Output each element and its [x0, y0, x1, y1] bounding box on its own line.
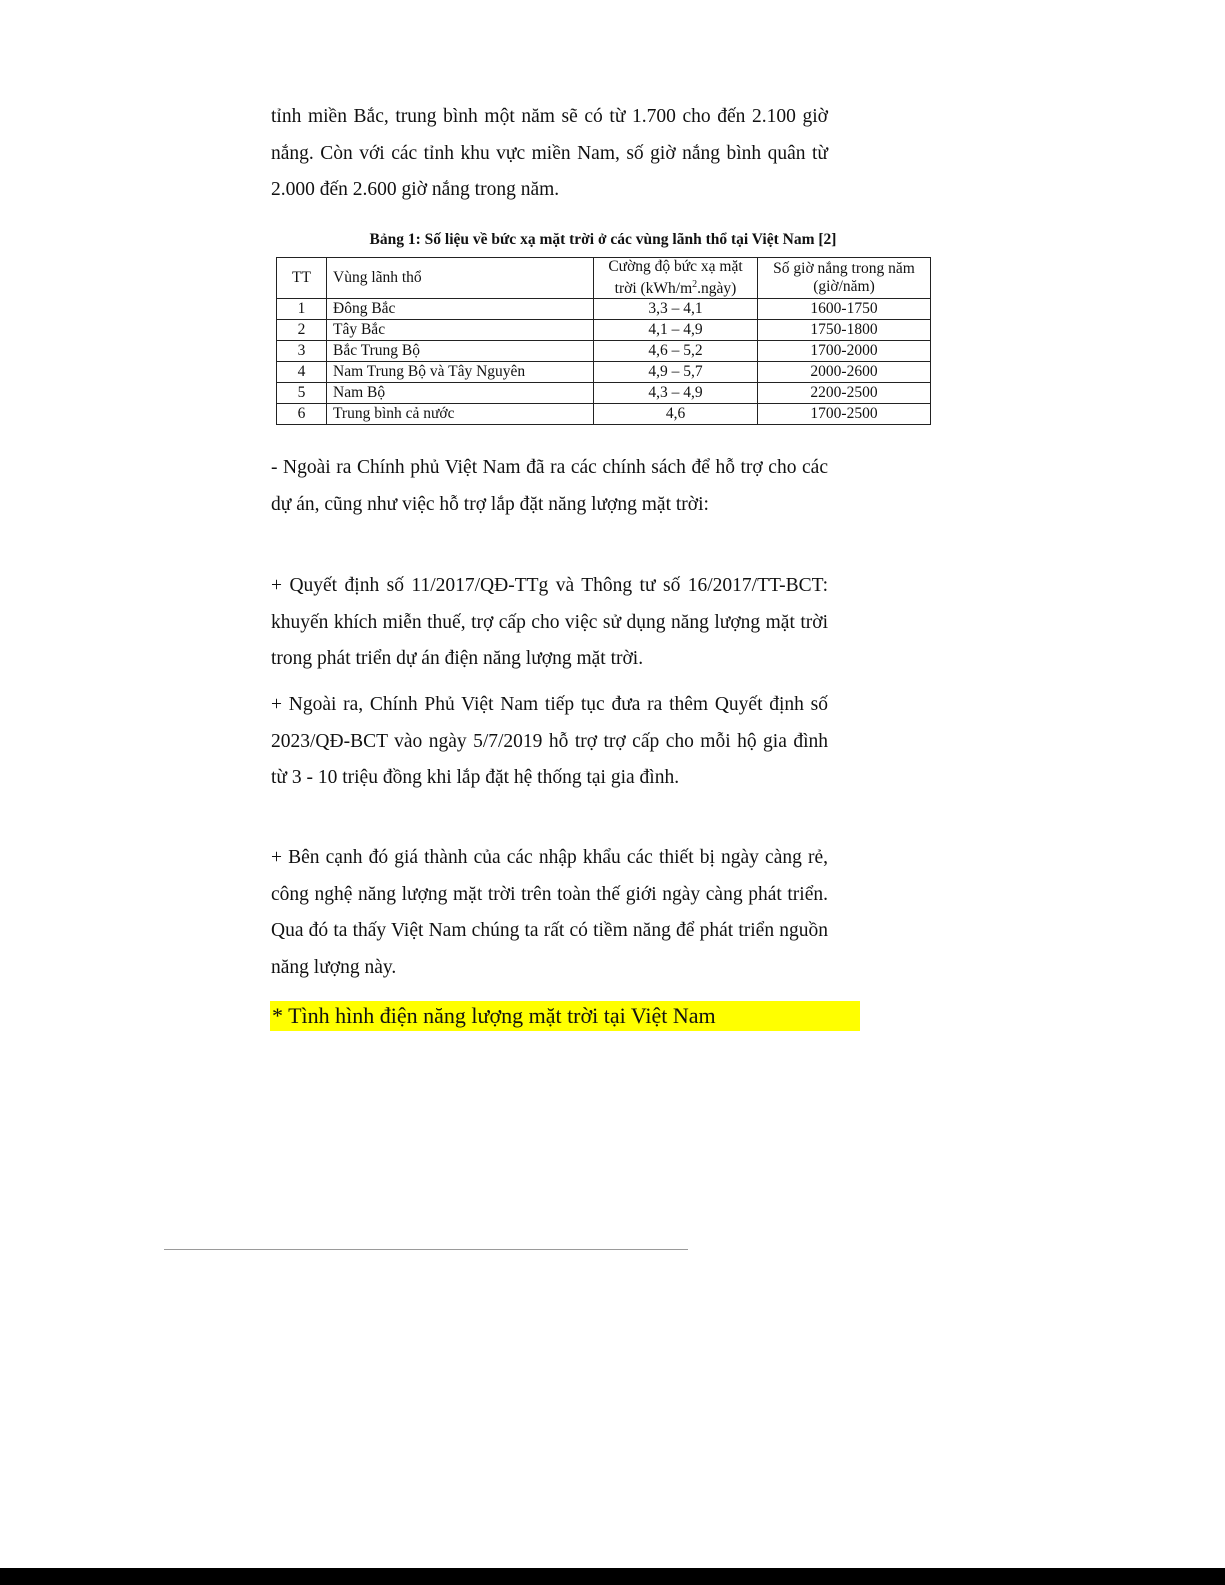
header-irradiance-sup: 2 — [692, 279, 698, 290]
cell-region: Đông Bắc — [327, 299, 594, 320]
cell-region: Nam Bộ — [327, 383, 594, 404]
cell-irradiance: 4,3 – 4,9 — [594, 383, 758, 404]
table-row — [277, 362, 931, 383]
cell-irradiance: 4,1 – 4,9 — [594, 320, 758, 341]
header-region: Vùng lãnh thổ — [327, 258, 594, 299]
table-row — [277, 320, 931, 341]
cell-tt: 4 — [277, 362, 327, 383]
section-heading-highlighted: * Tình hình điện năng lượng mặt trời tại Việt Nam — [270, 1001, 860, 1031]
header-sunshine — [758, 258, 931, 299]
footnote-divider — [164, 1249, 688, 1250]
cell-irradiance: 4,9 – 5,7 — [594, 362, 758, 383]
prices-paragraph: + Bên cạnh đó giá thành của các nhập khẩu các thiết bị ngày càng rẻ, công nghệ năng lượng mặt trời trên toàn thế giới ngày càng phát triển. Qua đó ta thấy Việt Nam chúng ta rất có tiềm năng để phát triển nguồn năng lượng này. — [271, 847, 828, 978]
cell-sunshine: 1700-2000 — [758, 341, 931, 362]
table-row — [277, 299, 931, 320]
cell-irradiance: 4,6 — [594, 404, 758, 425]
table-row — [277, 404, 931, 425]
cell-tt: 3 — [277, 341, 327, 362]
header-irradiance-line2a: trời (kWh/m — [614, 280, 693, 298]
cell-sunshine: 1600-1750 — [758, 299, 931, 320]
header-irradiance-line1: Cường độ bức xạ mặt — [608, 258, 743, 275]
header-irradiance — [594, 258, 758, 299]
header-tt: TT — [277, 258, 327, 299]
cell-region: Trung bình cả nước — [327, 404, 594, 425]
cell-tt: 5 — [277, 383, 327, 404]
decision-paragraph-1: + Quyết định số 11/2017/QĐ-TTg và Thông tư số 16/2017/TT-BCT: khuyến khích miễn thuế, trợ cấp cho việc sử dụng năng lượng mặt trời trong phát triển dự án điện năng lượng mặt trời. — [271, 575, 828, 669]
cell-region: Nam Trung Bộ và Tây Nguyên — [327, 362, 594, 383]
cell-sunshine: 2200-2500 — [758, 383, 931, 404]
table-header-row — [277, 258, 931, 299]
cell-tt: 2 — [277, 320, 327, 341]
cell-sunshine: 2000-2600 — [758, 362, 931, 383]
header-irradiance-line2b: .ngày) — [697, 280, 737, 298]
table-caption: Bảng 1: Số liệu về bức xạ mặt trời ở các vùng lãnh thổ tại Việt Nam [2] — [369, 231, 837, 248]
table-row — [277, 341, 931, 362]
cell-region: Tây Bắc — [327, 320, 594, 341]
cell-irradiance: 3,3 – 4,1 — [594, 299, 758, 320]
decision-paragraph-2: + Ngoài ra, Chính Phủ Việt Nam tiếp tục đưa ra thêm Quyết định số 2023/QĐ-BCT vào ngày 5/7/2019 hỗ trợ trợ cấp cho mỗi hộ gia đình từ 3 - 10 triệu đồng khi lắp đặt hệ thống tại gia đình. — [271, 694, 828, 788]
intro-paragraph: tỉnh miền Bắc, trung bình một năm sẽ có từ 1.700 cho đến 2.100 giờ nắng. Còn với các tỉnh khu vực miền Nam, số giờ nắng bình quân từ 2.000 đến 2.600 giờ nắng trong năm. — [271, 106, 828, 200]
header-sunshine-line2: (giờ/năm) — [813, 278, 875, 296]
cell-tt: 6 — [277, 404, 327, 425]
policy-paragraph: - Ngoài ra Chính phủ Việt Nam đã ra các chính sách để hỗ trợ cho các dự án, cũng như việc hỗ trợ lắp đặt năng lượng mặt trời: — [271, 457, 828, 515]
cell-region: Bắc Trung Bộ — [327, 341, 594, 362]
page-bottom-border — [0, 1568, 1225, 1585]
cell-irradiance: 4,6 – 5,2 — [594, 341, 758, 362]
cell-tt: 1 — [277, 299, 327, 320]
cell-sunshine: 1750-1800 — [758, 320, 931, 341]
cell-sunshine: 1700-2500 — [758, 404, 931, 425]
header-sunshine-line1: Số giờ nắng trong năm — [773, 260, 915, 278]
solar-radiation-table — [276, 257, 931, 425]
table-row — [277, 383, 931, 404]
